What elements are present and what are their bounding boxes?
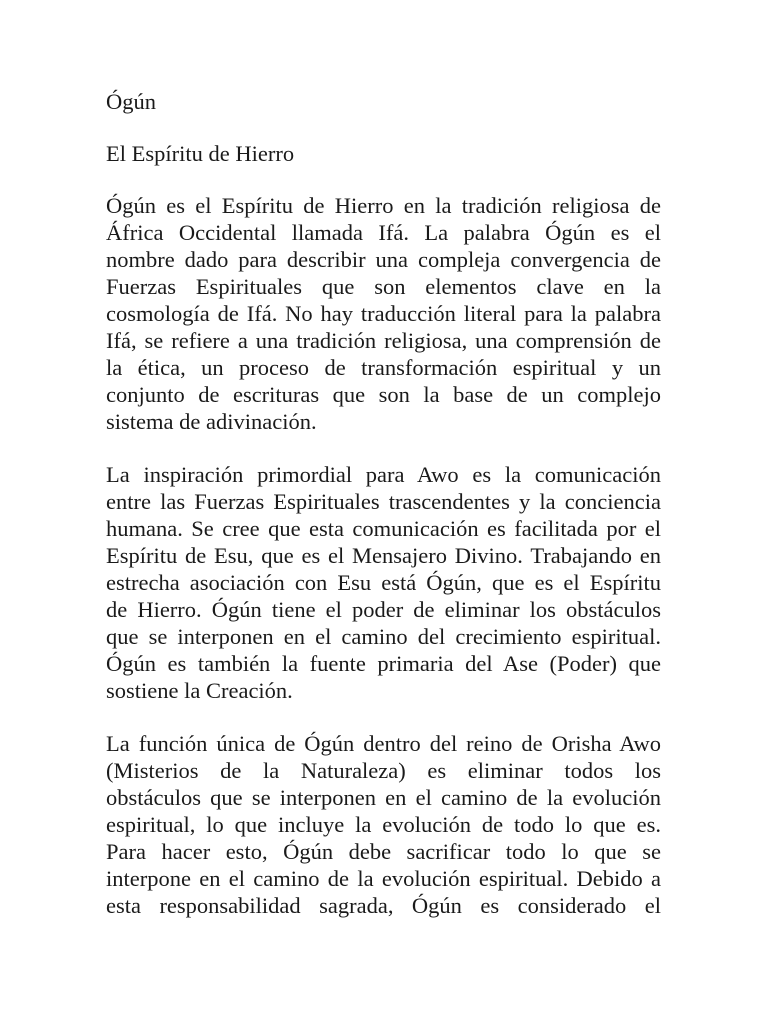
- paragraph-1: [106, 192, 661, 435]
- paragraph-line: Fuerzas Espirituales que son elementos clave en la: [106, 274, 661, 299]
- paragraph-line: estrecha asociación con Esu está Ógún, que es el Espíritu: [106, 570, 661, 595]
- paragraph-line: esta responsabilidad sagrada, Ógún es considerado el: [106, 893, 661, 918]
- paragraph-line: sistema de adivinación.: [106, 409, 317, 434]
- document-page: [106, 88, 661, 945]
- paragraph-line: Ógún es el Espíritu de Hierro en la tradición religiosa de: [106, 193, 661, 218]
- paragraph-line: cosmología de Ifá. No hay traducción literal para la palabra: [106, 301, 661, 326]
- paragraph-line: obstáculos que se interponen en el camino de la evolución: [106, 785, 661, 810]
- paragraph-line: de Hierro. Ógún tiene el poder de eliminar los obstáculos: [106, 597, 661, 622]
- paragraph-line: Ógún es también la fuente primaria del Ase (Poder) que: [106, 651, 661, 676]
- paragraph-line: la ética, un proceso de transformación espiritual y un: [106, 355, 661, 380]
- paragraph-line: conjunto de escrituras que son la base de un complejo: [106, 382, 661, 407]
- paragraph-line: que se interponen en el camino del crecimiento espiritual.: [106, 624, 661, 649]
- document-title: Ógún: [106, 89, 156, 114]
- paragraph-line: (Misterios de la Naturaleza) es eliminar todos los: [106, 758, 661, 783]
- paragraph-line: espiritual, lo que incluye la evolución de todo lo que es.: [106, 812, 661, 837]
- paragraph-line: Para hacer esto, Ógún debe sacrificar todo lo que se: [106, 839, 661, 864]
- document-subtitle: El Espíritu de Hierro: [106, 141, 295, 166]
- paragraph-3: [106, 730, 661, 919]
- paragraph-line: nombre dado para describir una compleja convergencia de: [106, 247, 661, 272]
- paragraph-line: entre las Fuerzas Espirituales trascendentes y la conciencia: [106, 489, 661, 514]
- paragraph-line: Espíritu de Esu, que es el Mensajero Divino. Trabajando en: [106, 543, 661, 568]
- paragraph-line: sostiene la Creación.: [106, 678, 293, 703]
- paragraph-line: Ifá, se refiere a una tradición religiosa, una comprensión de: [106, 328, 661, 353]
- paragraph-line: La inspiración primordial para Awo es la comunicación: [106, 462, 661, 487]
- paragraph-line: África Occidental llamada Ifá. La palabra Ógún es el: [106, 220, 661, 245]
- paragraph-line: interpone en el camino de la evolución espiritual. Debido a: [106, 866, 661, 891]
- paragraph-2: [106, 461, 661, 704]
- paragraph-line: humana. Se cree que esta comunicación es facilitada por el: [106, 516, 661, 541]
- paragraph-line: La función única de Ógún dentro del reino de Orisha Awo: [106, 731, 661, 756]
